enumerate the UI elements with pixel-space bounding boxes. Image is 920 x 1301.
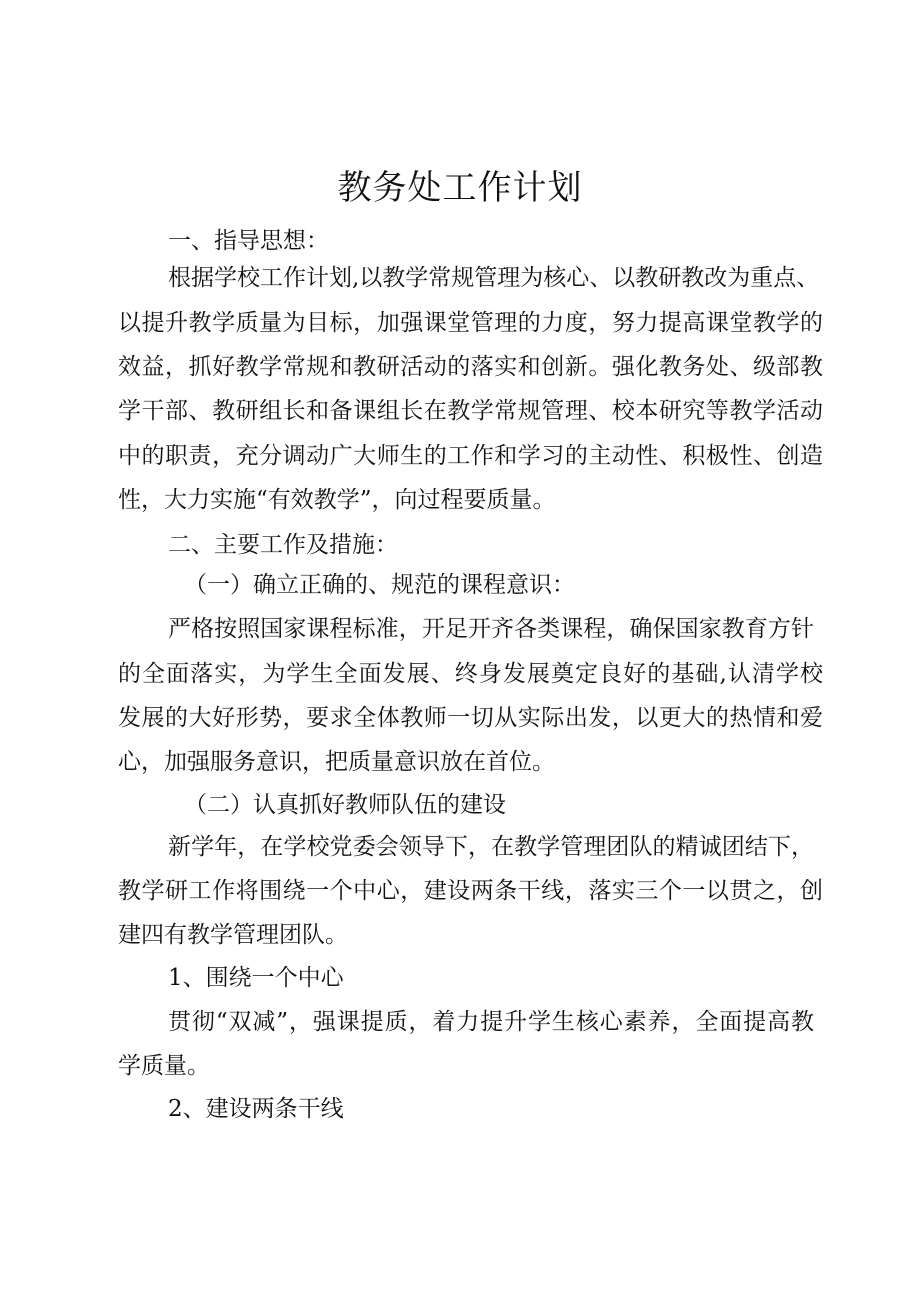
paragraph-line: 建四有教学管理团队。 bbox=[118, 922, 348, 948]
paragraph-line: 以提升教学质量为目标，加强课堂管理的力度，努力提高课堂教学的 bbox=[118, 310, 823, 336]
item-heading-one-center: 1、围绕一个中心 bbox=[168, 965, 344, 991]
paragraph-line: 性，大力实施“有效教学”，向过程要质量。 bbox=[118, 487, 556, 513]
paragraph-line: 中的职责，充分调动广大师生的工作和学习的主动性、积极性、创造 bbox=[118, 443, 823, 469]
paragraph-line: 发展的大好形势，要求全体教师一切从实际出发，以更大的热情和爱 bbox=[118, 705, 823, 731]
paragraph-line: 根据学校工作计划,以教学常规管理为核心、以教研教改为重点、 bbox=[168, 265, 820, 291]
paragraph-line: 教学研工作将围绕一个中心，建设两条干线，落实三个一以贯之，创 bbox=[118, 878, 823, 904]
paragraph-line: 严格按照国家课程标准，开足开齐各类课程，确保国家教育方针 bbox=[168, 616, 814, 642]
paragraph-line: 心，加强服务意识，把质量意识放在首位。 bbox=[118, 749, 555, 775]
document-title: 教务处工作计划 bbox=[337, 168, 583, 208]
paragraph-line: 的全面落实，为学生全面发展、终身发展奠定良好的基础,认清学校 bbox=[118, 661, 823, 687]
paragraph-line: 学质量。 bbox=[118, 1053, 210, 1079]
item-heading-two-lines: 2、建设两条干线 bbox=[168, 1096, 344, 1122]
subsection-heading-curriculum: （一）确立正确的、规范的课程意识： bbox=[184, 572, 575, 598]
subsection-heading-teacher-team: （二）认真抓好教师队伍的建设 bbox=[184, 792, 506, 818]
section-heading-main-work: 二、主要工作及措施： bbox=[168, 532, 398, 558]
section-heading-guiding-ideology: 一、指导思想： bbox=[168, 228, 329, 254]
paragraph-line: 贯彻“双减”，强课提质，着力提升学生核心素养，全面提高教 bbox=[168, 1009, 814, 1035]
paragraph-line: 新学年，在学校党委会领导下，在教学管理团队的精诚团结下， bbox=[168, 834, 814, 860]
paragraph-line: 效益，抓好教学常规和教研活动的落实和创新。强化教务处、级部教 bbox=[118, 354, 823, 380]
paragraph-line: 学干部、教研组长和备课组长在教学常规管理、校本研究等教学活动 bbox=[118, 398, 823, 424]
